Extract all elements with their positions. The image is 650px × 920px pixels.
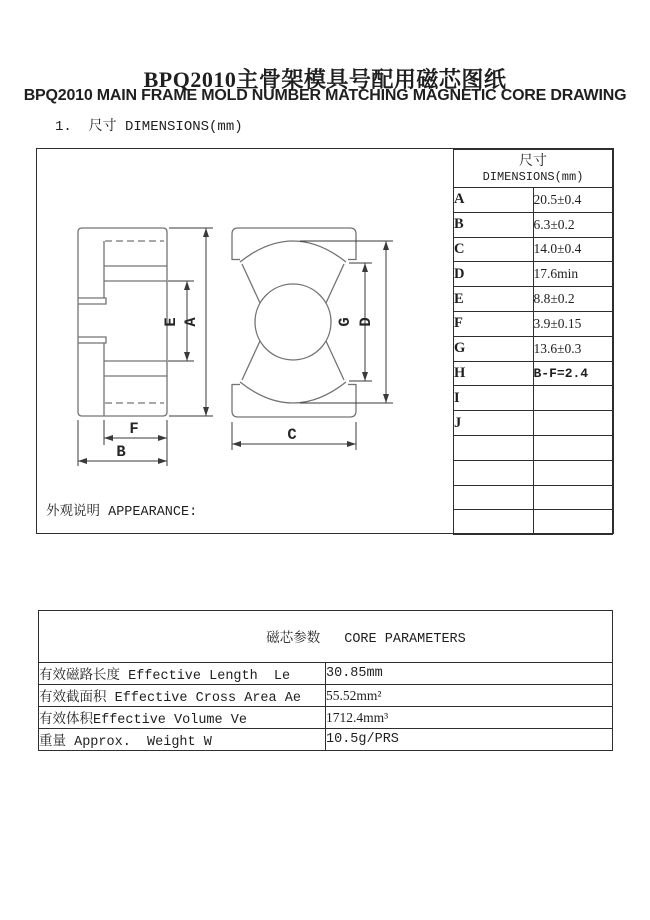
dim-letter: A <box>454 188 534 213</box>
dim-value: 17.6min <box>533 262 613 287</box>
dim-value: 8.8±0.2 <box>533 287 613 312</box>
page-title-chinese: BPQ2010主骨架模具号配用磁芯图纸 <box>143 67 507 92</box>
dim-letter: F <box>454 311 534 336</box>
table-row <box>39 707 613 729</box>
table-row <box>454 287 613 312</box>
front-view-bottom-yoke-arc <box>240 382 346 403</box>
dimension-lines <box>78 228 393 466</box>
table-row <box>454 510 613 535</box>
dim-value <box>533 435 613 460</box>
table-row <box>454 485 613 510</box>
page-title-english: BPQ2010 MAIN FRAME MOLD NUMBER MATCHING MAGNETIC CORE DRAWING <box>23 87 627 104</box>
table-row <box>454 386 613 411</box>
table-row <box>39 685 613 707</box>
dim-value: 3.9±0.15 <box>533 311 613 336</box>
dim-label-D: D <box>357 317 375 327</box>
dimensions-header-en: DIMENSIONS(mm) <box>482 169 584 184</box>
dim-letter <box>454 485 534 510</box>
dimensions-table-header <box>454 150 613 188</box>
dim-letter: B <box>454 212 534 237</box>
dim-value: B-F=2.4 <box>533 361 613 386</box>
table-row <box>454 311 613 336</box>
dim-value <box>533 485 613 510</box>
table-row <box>454 212 613 237</box>
dim-letter: I <box>454 386 534 411</box>
dim-value: 6.3±0.2 <box>533 212 613 237</box>
dim-value: 13.6±0.3 <box>533 336 613 361</box>
table-row <box>454 435 613 460</box>
core-technical-drawing <box>37 149 454 533</box>
table-row <box>39 729 613 751</box>
dim-label-C: C <box>287 426 297 444</box>
dim-letter <box>454 460 534 485</box>
front-view-bottom-skirt-left <box>242 341 260 380</box>
center-post-circle <box>255 284 331 360</box>
front-view-bottom-skirt-right <box>326 341 344 380</box>
table-row <box>454 361 613 386</box>
dim-value <box>533 460 613 485</box>
param-value: 55.52mm² <box>326 685 613 707</box>
table-row <box>454 188 613 213</box>
table-row <box>39 663 613 685</box>
dim-label-B: B <box>116 443 126 461</box>
dim-label-G: G <box>336 317 354 327</box>
dim-letter <box>454 435 534 460</box>
param-value: 10.5g/PRS <box>326 729 613 751</box>
param-value: 30.85mm <box>326 663 613 685</box>
dim-value: 14.0±0.4 <box>533 237 613 262</box>
param-value: 1712.4mm³ <box>326 707 613 729</box>
front-view-top-yoke-arc <box>240 241 346 262</box>
dim-label-E: E <box>162 317 180 327</box>
dim-value <box>533 411 613 436</box>
param-label: 有效磁路长度 Effective Length Le <box>39 663 326 685</box>
dimensions-header-cn: 尺寸 <box>519 153 547 170</box>
core-parameters-header-cn: 磁芯参数 <box>266 632 321 647</box>
core-parameters-header-row <box>39 611 613 663</box>
param-label: 重量 Approx. Weight W <box>39 729 326 751</box>
dimensions-table <box>453 149 613 535</box>
side-view-slot-bottom <box>78 337 106 343</box>
table-row <box>454 262 613 287</box>
appearance-label: 外观说明 APPEARANCE: <box>46 505 198 520</box>
side-view-slot-top <box>78 298 106 304</box>
front-view-top-skirt-right <box>326 264 344 303</box>
dim-value <box>533 386 613 411</box>
dim-letter: E <box>454 287 534 312</box>
dim-label-A: A <box>182 317 200 327</box>
front-view-top-skirt-left <box>242 264 260 303</box>
param-label: 有效体积Effective Volume Ve <box>39 707 326 729</box>
dim-label-F: F <box>129 420 139 438</box>
table-row <box>454 237 613 262</box>
dimension-arrowheads <box>78 228 389 464</box>
dim-letter: G <box>454 336 534 361</box>
dim-letter: H <box>454 361 534 386</box>
core-parameters-header-en: CORE PARAMETERS <box>344 632 466 647</box>
table-row <box>454 411 613 436</box>
core-parameters-table <box>38 610 613 751</box>
section-1-dimensions-label: 1. 尺寸 DIMENSIONS(mm) <box>55 119 243 135</box>
side-view-outer-contour <box>78 228 167 416</box>
dim-value <box>533 510 613 535</box>
param-label: 有效截面积 Effective Cross Area Ae <box>39 685 326 707</box>
dim-letter: D <box>454 262 534 287</box>
dim-value: 20.5±0.4 <box>533 188 613 213</box>
dim-letter <box>454 510 534 535</box>
table-row <box>454 336 613 361</box>
dimensions-drawing-panel <box>36 148 614 534</box>
side-view-outline <box>78 228 167 416</box>
dim-letter: J <box>454 411 534 436</box>
dim-letter: C <box>454 237 534 262</box>
table-row <box>454 460 613 485</box>
